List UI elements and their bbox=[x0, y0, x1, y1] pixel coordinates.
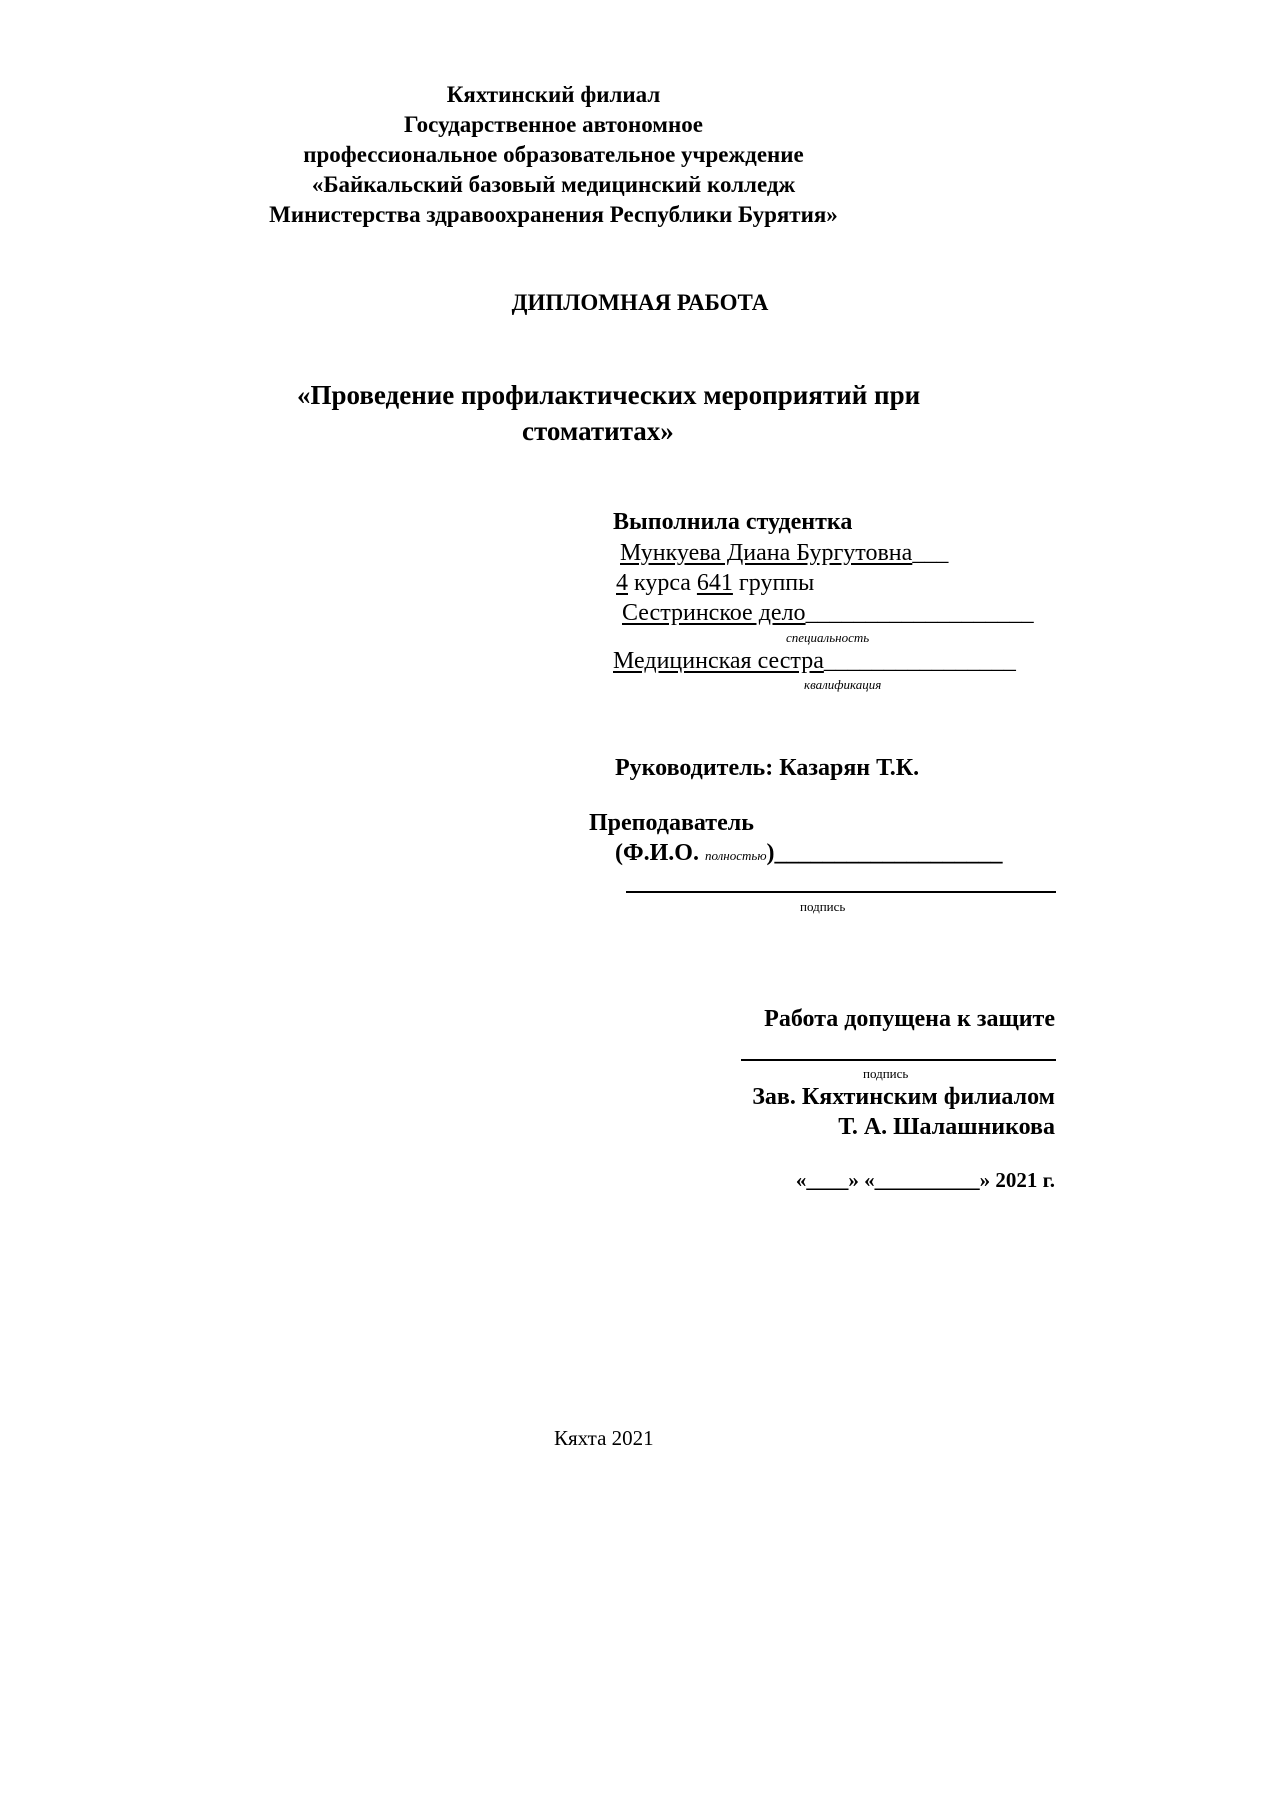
header-line-1: Кяхтинский филиал bbox=[446, 82, 661, 107]
group-number: 641 bbox=[696, 570, 733, 596]
supervisor-label: Руководитель: Казарян Т.К. bbox=[615, 755, 920, 781]
supervisor-signature-caption: подпись bbox=[800, 899, 846, 914]
fio-fill: ___________________ bbox=[774, 840, 1003, 866]
student-heading: Выполнила студентка bbox=[613, 509, 853, 535]
specialty-caption: специальность bbox=[786, 630, 870, 645]
qualification-caption: квалификация bbox=[804, 677, 882, 692]
admission-signature-line bbox=[741, 1059, 1056, 1061]
admission-label: Работа допущена к защите bbox=[764, 1006, 1055, 1032]
header-line-3: профессиональное образовательное учреждение bbox=[303, 142, 804, 167]
course-number: 4 bbox=[616, 570, 628, 596]
student-name-fill: ___ bbox=[912, 540, 949, 566]
admission-signature-caption: подпись bbox=[863, 1066, 909, 1081]
teacher-label: Преподаватель bbox=[589, 810, 754, 836]
topic-line-2: стоматитах» bbox=[522, 416, 674, 446]
specialty-fill: ___________________ bbox=[805, 600, 1034, 626]
head-name: Т. А. Шалашникова bbox=[838, 1114, 1055, 1140]
admission-date: «____» «__________» 2021 г. bbox=[795, 1168, 1055, 1192]
document-type: ДИПЛОМНАЯ РАБОТА bbox=[511, 290, 769, 315]
fio-hint: полностью bbox=[704, 848, 767, 863]
place-year: Кяхта 2021 bbox=[554, 1426, 654, 1450]
fio-close: ) bbox=[766, 840, 775, 866]
qualification-value: Медицинская сестра bbox=[613, 648, 824, 674]
head-title: Зав. Кяхтинским филиалом bbox=[752, 1084, 1055, 1110]
specialty-line bbox=[622, 600, 1034, 627]
course-text: курса bbox=[634, 570, 691, 596]
topic-line-1: «Проведение профилактических мероприятий при bbox=[297, 380, 921, 410]
student-name-line bbox=[620, 540, 948, 567]
course-group-line bbox=[616, 570, 814, 597]
supervisor-signature-line bbox=[626, 891, 1056, 893]
header-line-5: Министерства здравоохранения Республики Бурятия» bbox=[269, 202, 838, 227]
qualification-fill: ________________ bbox=[823, 648, 1016, 674]
header-line-4: «Байкальский базовый медицинский колледж bbox=[311, 172, 796, 197]
qualification-line bbox=[613, 648, 1016, 675]
header-line-2: Государственное автономное bbox=[404, 112, 703, 137]
institution-header bbox=[0, 80, 1107, 230]
specialty-value: Сестринское дело bbox=[622, 600, 806, 626]
student-name: Мункуева Диана Бургутовна bbox=[620, 540, 913, 566]
fio-line bbox=[615, 840, 1003, 867]
fio-label: (Ф.И.О. bbox=[615, 840, 699, 866]
group-text: группы bbox=[738, 570, 815, 596]
